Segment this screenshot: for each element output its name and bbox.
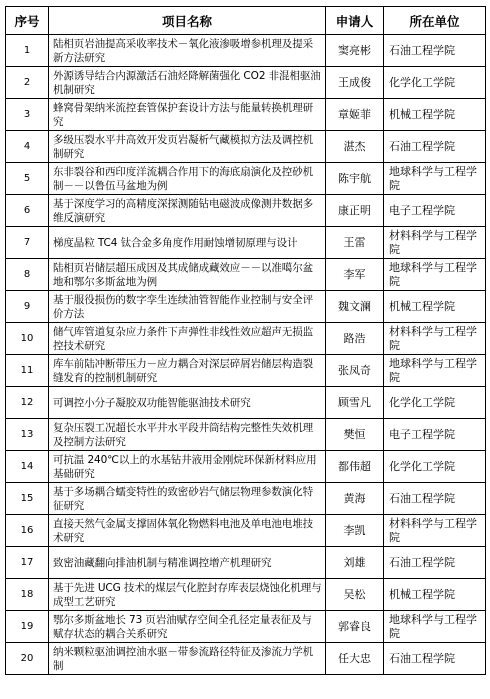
row-number: 17: [6, 547, 49, 579]
affiliation: 机械工程学院: [384, 579, 486, 611]
project-title: 基于先进 UCG 技术的煤层气化腔封存库表层烧蚀化机理与成型工艺研究: [49, 579, 326, 611]
table-row: [6, 163, 486, 195]
project-title: 基于多场耦合蠕变特性的致密砂岩气储层物理参数演化特征研究: [49, 483, 326, 515]
row-number: 4: [6, 131, 49, 163]
project-title: 可调控小分子凝胶双功能智能驱油技术研究: [49, 387, 326, 419]
applicant-name: 章姬菲: [326, 99, 384, 131]
row-number: 6: [6, 195, 49, 227]
row-number: 13: [6, 419, 49, 451]
project-title: 致密油藏翻向排油机制与精准调控增产机理研究: [49, 547, 326, 579]
table-row: [6, 131, 486, 163]
table-row: [6, 195, 486, 227]
row-number: 5: [6, 163, 49, 195]
table-row: [6, 35, 486, 67]
table-row: [6, 515, 486, 547]
table-row: [6, 579, 486, 611]
table-row: [6, 323, 486, 355]
applicant-name: 魏文澜: [326, 291, 384, 323]
applicant-name: 都伟超: [326, 451, 384, 483]
project-title: 外源诱导结合内源激活石油烃降解菌强化 CO2 非混相驱油机制研究: [49, 67, 326, 99]
header-applicant: 申请人: [326, 7, 384, 35]
row-number: 2: [6, 67, 49, 99]
project-title: 基于服役损伤的数字孪生连续油管智能作业控制与安全评价方法: [49, 291, 326, 323]
applicant-name: 张凤奇: [326, 355, 384, 387]
row-number: 3: [6, 99, 49, 131]
affiliation: 地球科学与工程学院: [384, 163, 486, 195]
row-number: 9: [6, 291, 49, 323]
row-number: 15: [6, 483, 49, 515]
header-no: 序号: [6, 7, 49, 35]
row-number: 19: [6, 611, 49, 643]
applicant-name: 顾雪凡: [326, 387, 384, 419]
affiliation: 机械工程学院: [384, 99, 486, 131]
row-number: 18: [6, 579, 49, 611]
affiliation: 石油工程学院: [384, 643, 486, 675]
project-table: [5, 6, 486, 675]
table-row: [6, 291, 486, 323]
table-body: [6, 35, 486, 675]
applicant-name: 湛杰: [326, 131, 384, 163]
project-title: 陆相页岩储层超压成因及其成储成藏效应－－以准噶尔盆地和鄂尔多斯盆地为例: [49, 259, 326, 291]
applicant-name: 刘雄: [326, 547, 384, 579]
table-row: [6, 227, 486, 259]
project-title: 直接天然气金属支撑固体氧化物燃料电池及单电池电堆技术研究: [49, 515, 326, 547]
affiliation: 地球科学与工程学院: [384, 355, 486, 387]
affiliation: 化学化工学院: [384, 451, 486, 483]
applicant-name: 郭睿良: [326, 611, 384, 643]
affiliation: 电子工程学院: [384, 195, 486, 227]
table-row: [6, 451, 486, 483]
header-unit: 所在单位: [384, 7, 486, 35]
header-row: [6, 7, 486, 35]
table-row: [6, 547, 486, 579]
table-row: [6, 355, 486, 387]
applicant-name: 樊恒: [326, 419, 384, 451]
affiliation: 材料科学与工程学院: [384, 323, 486, 355]
project-title: 多级压裂水平井高效开发页岩凝析气藏模拟方法及调控机制研究: [49, 131, 326, 163]
row-number: 12: [6, 387, 49, 419]
table-row: [6, 67, 486, 99]
row-number: 8: [6, 259, 49, 291]
affiliation: 机械工程学院: [384, 291, 486, 323]
applicant-name: 李军: [326, 259, 384, 291]
table-row: [6, 643, 486, 675]
project-title: 复杂压裂工况超长水平井水平段井筒结构完整性失效机理及控制方法研究: [49, 419, 326, 451]
row-number: 11: [6, 355, 49, 387]
affiliation: 地球科学与工程学院: [384, 611, 486, 643]
table-row: [6, 99, 486, 131]
applicant-name: 黄海: [326, 483, 384, 515]
table-row: [6, 483, 486, 515]
affiliation: 石油工程学院: [384, 547, 486, 579]
affiliation: 石油工程学院: [384, 131, 486, 163]
row-number: 1: [6, 35, 49, 67]
row-number: 14: [6, 451, 49, 483]
project-title: 纳米颗粒驱油调控油水驱－带参流路径特征及渗流力学机制: [49, 643, 326, 675]
table-row: [6, 387, 486, 419]
affiliation: 石油工程学院: [384, 483, 486, 515]
project-title: 东非裂谷和西印度洋流耦合作用下的海底扇演化及控砂机制－－以鲁伍马盆地为例: [49, 163, 326, 195]
affiliation: 化学化工学院: [384, 67, 486, 99]
affiliation: 石油工程学院: [384, 35, 486, 67]
project-title: 可抗温 240℃以上的水基钻井液用金刚烷环保新材料应用基础研究: [49, 451, 326, 483]
row-number: 16: [6, 515, 49, 547]
table-row: [6, 419, 486, 451]
table-row: [6, 259, 486, 291]
affiliation: 电子工程学院: [384, 419, 486, 451]
project-title: 鄂尔多斯盆地长 73 页岩油赋存空间全孔径定量表征及与赋存状态的耦合关系研究: [49, 611, 326, 643]
applicant-name: 窦亮彬: [326, 35, 384, 67]
applicant-name: 路浩: [326, 323, 384, 355]
applicant-name: 王雷: [326, 227, 384, 259]
row-number: 10: [6, 323, 49, 355]
affiliation: 地球科学与工程学院: [384, 259, 486, 291]
affiliation: 材料科学与工程学院: [384, 227, 486, 259]
header-title: 项目名称: [49, 7, 326, 35]
row-number: 20: [6, 643, 49, 675]
applicant-name: 王成俊: [326, 67, 384, 99]
row-number: 7: [6, 227, 49, 259]
project-title: 库车前陆冲断带压力－应力耦合对深层碎屑岩储层构造裂缝发育的控制机制研究: [49, 355, 326, 387]
project-title: 储气库管道复杂应力条件下声弹性非线性效应超声无损监控技术研究: [49, 323, 326, 355]
applicant-name: 任大忠: [326, 643, 384, 675]
project-title: 梯度晶粒 TC4 钛合金多角度作用耐蚀增韧原理与设计: [49, 227, 326, 259]
applicant-name: 康正明: [326, 195, 384, 227]
project-title: 陆相页岩油提高采收率技术－氧化液渗吸增参机理及提采新方法研究: [49, 35, 326, 67]
applicant-name: 李凯: [326, 515, 384, 547]
affiliation: 材料科学与工程学院: [384, 515, 486, 547]
applicant-name: 陈宇航: [326, 163, 384, 195]
project-title: 基于深度学习的高精度深探测随钻电磁波成像测井数据多维反演研究: [49, 195, 326, 227]
affiliation: 化学化工学院: [384, 387, 486, 419]
applicant-name: 吴松: [326, 579, 384, 611]
table-row: [6, 611, 486, 643]
project-title: 蜂窝骨架纳米流控套管保护套设计方法与能量转换机理研究: [49, 99, 326, 131]
